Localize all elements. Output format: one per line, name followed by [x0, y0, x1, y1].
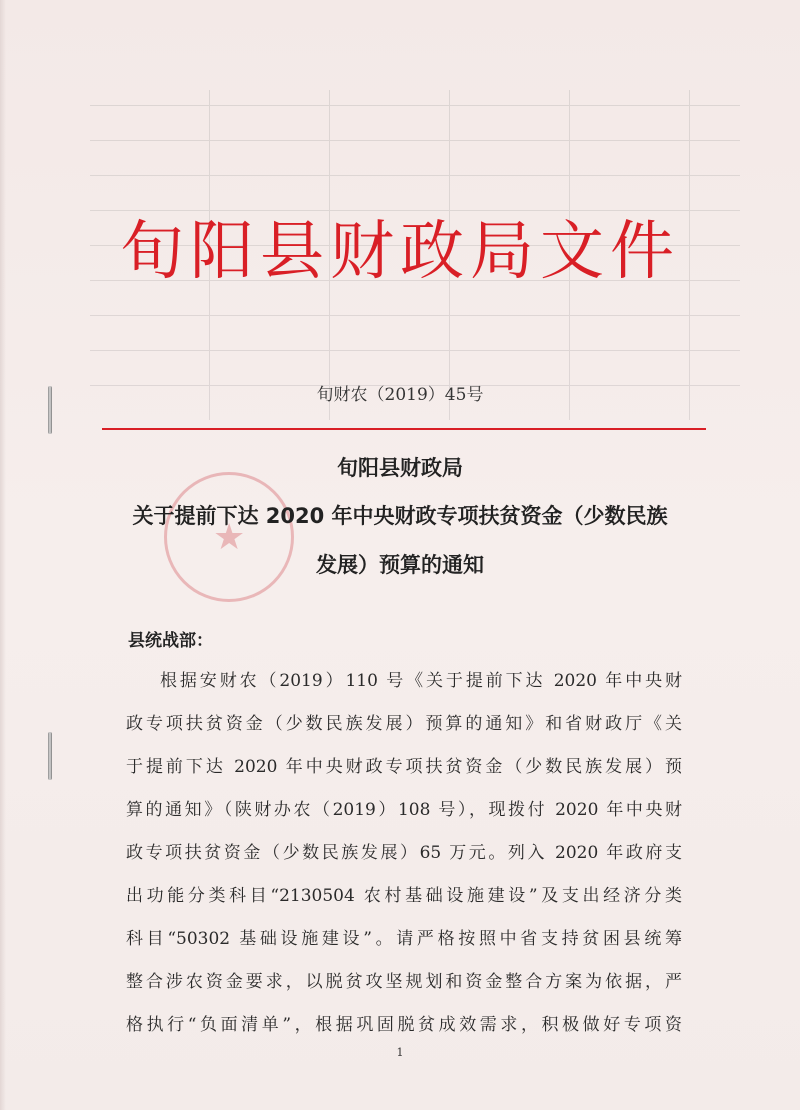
staple-bottom	[48, 732, 52, 780]
page-number: 1	[396, 1046, 404, 1059]
body-paragraph-line: 政专项扶贫资金（少数民族发展）65 万元。列入 2020 年政府支	[126, 843, 682, 863]
body-paragraph-line: 政专项扶贫资金（少数民族发展）预算的通知》和省财政厅《关	[126, 714, 682, 734]
salutation: 县统战部：	[128, 631, 213, 651]
body-paragraph-line: 格执行“负面清单”，根据巩固脱贫成效需求，积极做好专项资	[126, 1015, 682, 1035]
red-divider-line	[102, 428, 706, 430]
document-header-title: 旬阳县财政局文件	[120, 215, 680, 289]
seal-star-icon: ★	[213, 517, 246, 558]
notice-title-line-2: 关于提前下达 2020 年中央财政专项扶贫资金（少数民族	[132, 504, 668, 528]
notice-title-line-3: 发展）预算的通知	[316, 553, 484, 577]
notice-title-line-1: 旬阳县财政局	[337, 456, 463, 480]
official-seal	[164, 472, 294, 602]
body-paragraph-line: 算的通知》（陕财办农（2019）108 号），现拨付 2020 年中央财	[126, 800, 682, 820]
body-paragraph-line: 根据安财农（2019）110 号《关于提前下达 2020 年中央财	[160, 671, 682, 691]
body-paragraph-line: 于提前下达 2020 年中央财政专项扶贫资金（少数民族发展）预	[126, 757, 682, 777]
body-paragraph-line: 科目“50302 基础设施建设”。请严格按照中省支持贫困县统筹	[126, 929, 682, 949]
body-paragraph-line: 出功能分类科目“2130504 农村基础设施建设”及支出经济分类	[126, 886, 682, 906]
body-paragraph-line: 整合涉农资金要求，以脱贫攻坚规划和资金整合方案为依据，严	[126, 972, 682, 992]
document-number: 旬财农（2019）45号	[316, 385, 484, 405]
